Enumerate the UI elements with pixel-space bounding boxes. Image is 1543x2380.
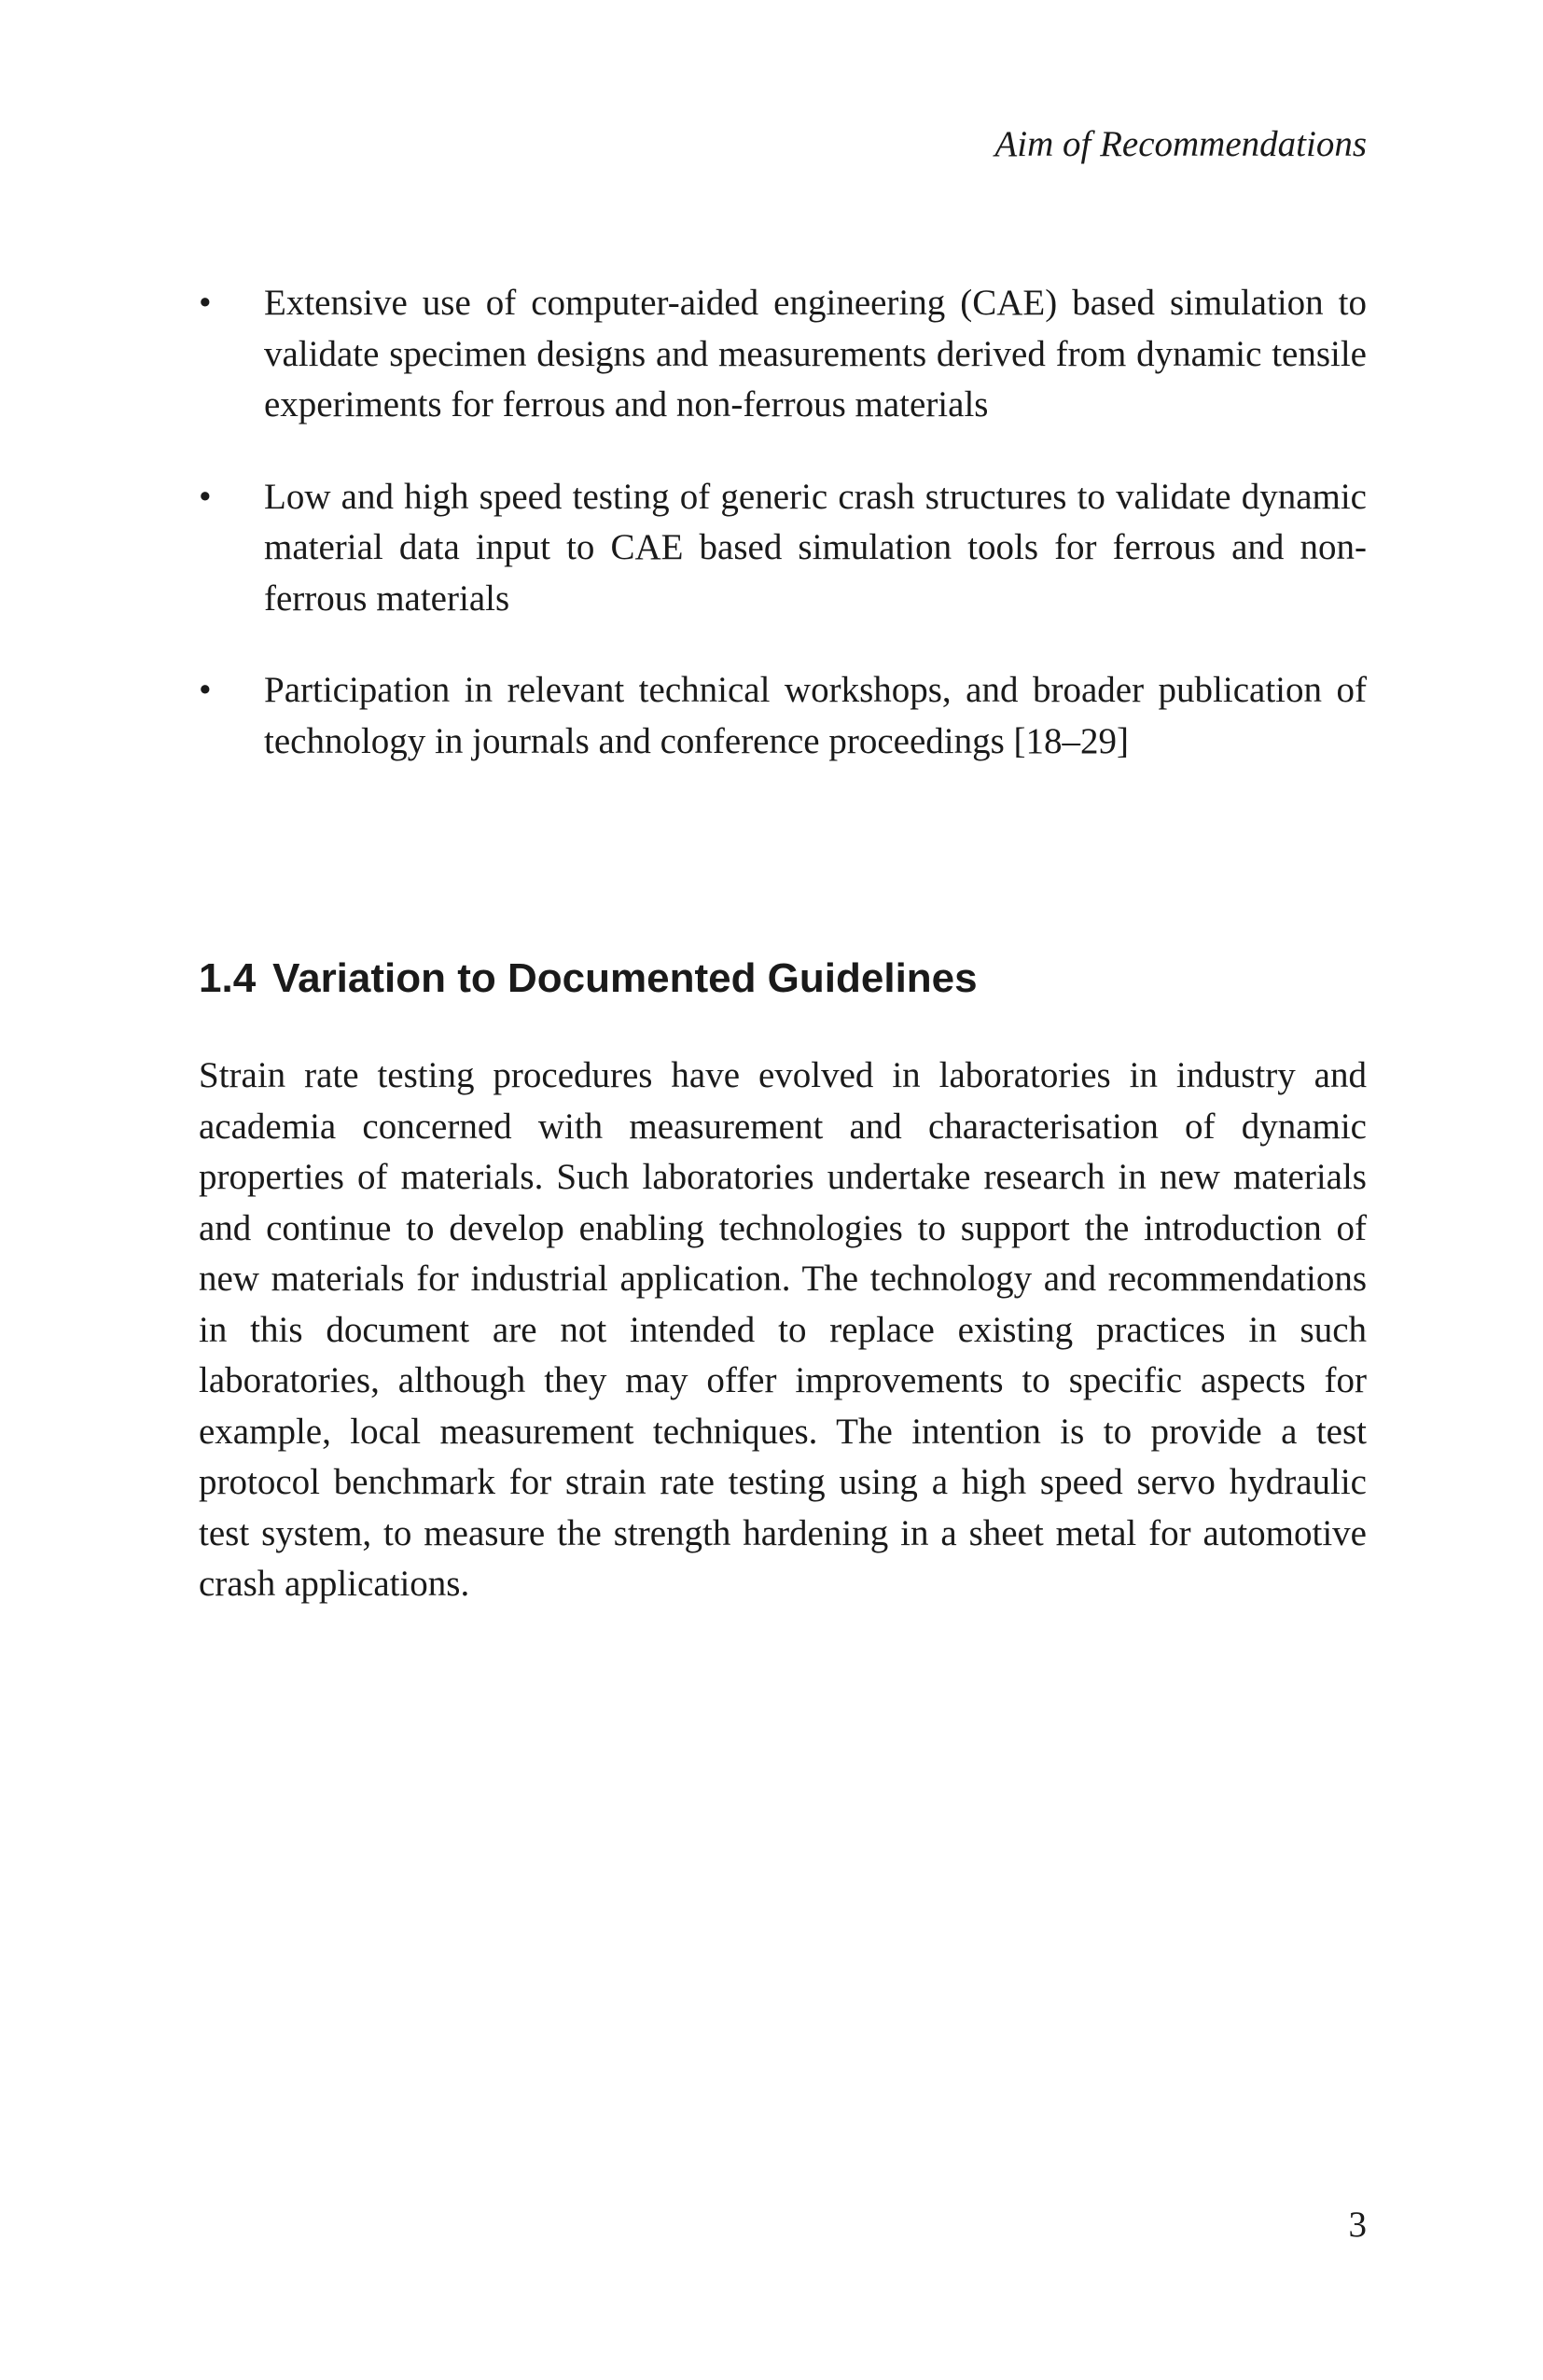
section-body: Strain rate testing procedures have evolved in laboratories in industry and academia concerned with measurement and characterisation of dynamic properties of materials. Such laboratories undertake research in new materials and continue to develop enabling technologies to support the introduction of new materials for industrial application. The technology and recommendations in this document are not intended to replace existing practices in such laboratories, although they may offer improvements to specific aspects for example, local measurement techniques. The intention is to provide a test protocol benchmark for strain rate testing using a high speed servo hydraulic test system, to measure the strength hardening in a sheet metal for automotive crash applications. — [199, 1055, 1367, 1604]
section-title: Variation to Documented Guidelines — [272, 955, 978, 1001]
section-number: 1.4 — [199, 955, 257, 1001]
bullet-icon: • — [199, 476, 212, 517]
running-head: Aim of Recommendations — [994, 124, 1367, 164]
list-item — [199, 665, 1367, 767]
list-item — [199, 472, 1367, 625]
bullet-list — [199, 278, 1367, 808]
bullet-icon: • — [199, 670, 212, 710]
list-item-text: Participation in relevant technical workshops, and broader publication of technology in journals and conference proceedings [18–29] — [264, 670, 1367, 761]
section-heading — [199, 955, 978, 1002]
bullet-icon: • — [199, 283, 212, 323]
list-item-text: Low and high speed testing of generic crash structures to validate dynamic material data input to CAE based simulation tools for ferrous and non-ferrous materials — [264, 476, 1367, 619]
page-number: 3 — [1348, 2205, 1367, 2245]
list-item-text: Extensive use of computer-aided engineering (CAE) based simulation to validate specimen designs and measurements derived from dynamic tensile experiments for ferrous and non-ferrous materials — [264, 283, 1367, 425]
list-item — [199, 278, 1367, 431]
